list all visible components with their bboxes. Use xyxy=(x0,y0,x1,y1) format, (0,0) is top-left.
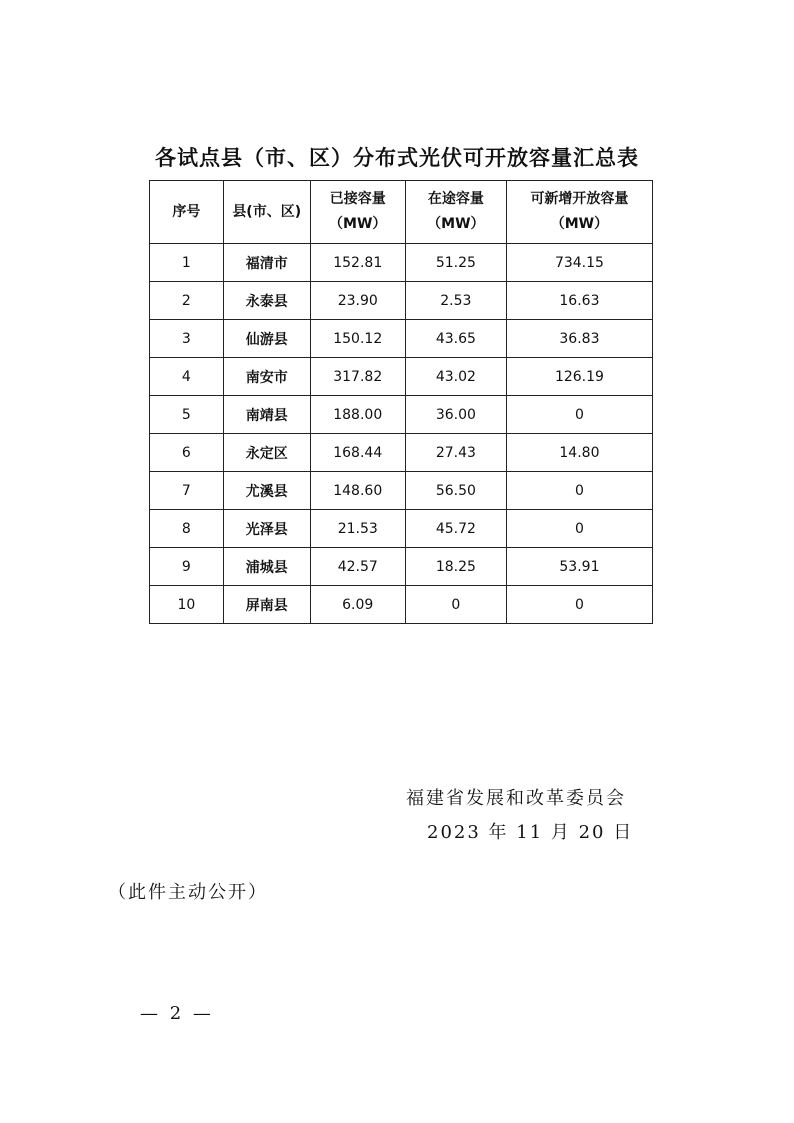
capacity-summary-table xyxy=(149,180,653,624)
table-header-row xyxy=(150,181,653,244)
cell-county: 永定区 xyxy=(223,434,310,472)
table-row xyxy=(150,396,653,434)
public-disclosure-note: （此件主动公开） xyxy=(108,882,268,903)
cell-new-open: 126.19 xyxy=(506,358,652,396)
cell-seq: 7 xyxy=(150,472,224,510)
cell-seq: 10 xyxy=(150,586,224,624)
cell-connected: 152.81 xyxy=(310,244,405,282)
cell-connected: 148.60 xyxy=(310,472,405,510)
table-row xyxy=(150,320,653,358)
cell-new-open: 14.80 xyxy=(506,434,652,472)
cell-seq: 6 xyxy=(150,434,224,472)
table-row xyxy=(150,434,653,472)
header-connected xyxy=(310,181,405,244)
cell-new-open: 0 xyxy=(506,586,652,624)
cell-in-transit: 56.50 xyxy=(405,472,506,510)
cell-seq: 3 xyxy=(150,320,224,358)
cell-in-transit: 51.25 xyxy=(405,244,506,282)
cell-new-open: 16.63 xyxy=(506,282,652,320)
cell-seq: 5 xyxy=(150,396,224,434)
header-connected-label: 已接容量 xyxy=(329,191,386,207)
cell-seq: 9 xyxy=(150,548,224,586)
cell-county: 屏南县 xyxy=(223,586,310,624)
cell-in-transit: 2.53 xyxy=(405,282,506,320)
cell-connected: 42.57 xyxy=(310,548,405,586)
cell-connected: 6.09 xyxy=(310,586,405,624)
cell-connected: 150.12 xyxy=(310,320,405,358)
cell-connected: 21.53 xyxy=(310,510,405,548)
issue-date: 2023 年 11 月 20 日 xyxy=(427,822,634,843)
header-connected-unit: （MW） xyxy=(329,216,387,232)
cell-seq: 4 xyxy=(150,358,224,396)
table-row xyxy=(150,244,653,282)
cell-connected: 23.90 xyxy=(310,282,405,320)
cell-county: 南靖县 xyxy=(223,396,310,434)
cell-new-open: 734.15 xyxy=(506,244,652,282)
table-row xyxy=(150,358,653,396)
cell-new-open: 53.91 xyxy=(506,548,652,586)
issuing-organization: 福建省发展和改革委员会 xyxy=(406,788,626,809)
cell-new-open: 0 xyxy=(506,396,652,434)
cell-county: 仙游县 xyxy=(223,320,310,358)
cell-in-transit: 36.00 xyxy=(405,396,506,434)
table-row xyxy=(150,510,653,548)
header-seq: 序号 xyxy=(150,181,224,244)
table-row xyxy=(150,282,653,320)
cell-in-transit: 43.65 xyxy=(405,320,506,358)
page-number: — 2 — xyxy=(140,1003,214,1024)
header-in-transit-unit: （MW） xyxy=(427,216,485,232)
header-county: 县(市、区) xyxy=(223,181,310,244)
header-in-transit xyxy=(405,181,506,244)
table-row xyxy=(150,586,653,624)
cell-county: 尤溪县 xyxy=(223,472,310,510)
cell-county: 福清市 xyxy=(223,244,310,282)
cell-in-transit: 18.25 xyxy=(405,548,506,586)
table-row xyxy=(150,472,653,510)
cell-connected: 168.44 xyxy=(310,434,405,472)
cell-seq: 1 xyxy=(150,244,224,282)
document-title: 各试点县（市、区）分布式光伏可开放容量汇总表 xyxy=(155,145,639,170)
cell-new-open: 36.83 xyxy=(506,320,652,358)
cell-in-transit: 45.72 xyxy=(405,510,506,548)
cell-in-transit: 0 xyxy=(405,586,506,624)
table-row xyxy=(150,548,653,586)
cell-in-transit: 27.43 xyxy=(405,434,506,472)
cell-connected: 188.00 xyxy=(310,396,405,434)
cell-county: 光泽县 xyxy=(223,510,310,548)
header-new-open-unit: （MW） xyxy=(550,216,609,232)
cell-in-transit: 43.02 xyxy=(405,358,506,396)
cell-new-open: 0 xyxy=(506,472,652,510)
cell-county: 南安市 xyxy=(223,358,310,396)
header-new-open xyxy=(506,181,652,244)
cell-connected: 317.82 xyxy=(310,358,405,396)
cell-county: 浦城县 xyxy=(223,548,310,586)
cell-seq: 2 xyxy=(150,282,224,320)
header-in-transit-label: 在途容量 xyxy=(427,191,484,207)
cell-seq: 8 xyxy=(150,510,224,548)
cell-new-open: 0 xyxy=(506,510,652,548)
header-new-open-label: 可新增开放容量 xyxy=(530,191,629,207)
cell-county: 永泰县 xyxy=(223,282,310,320)
